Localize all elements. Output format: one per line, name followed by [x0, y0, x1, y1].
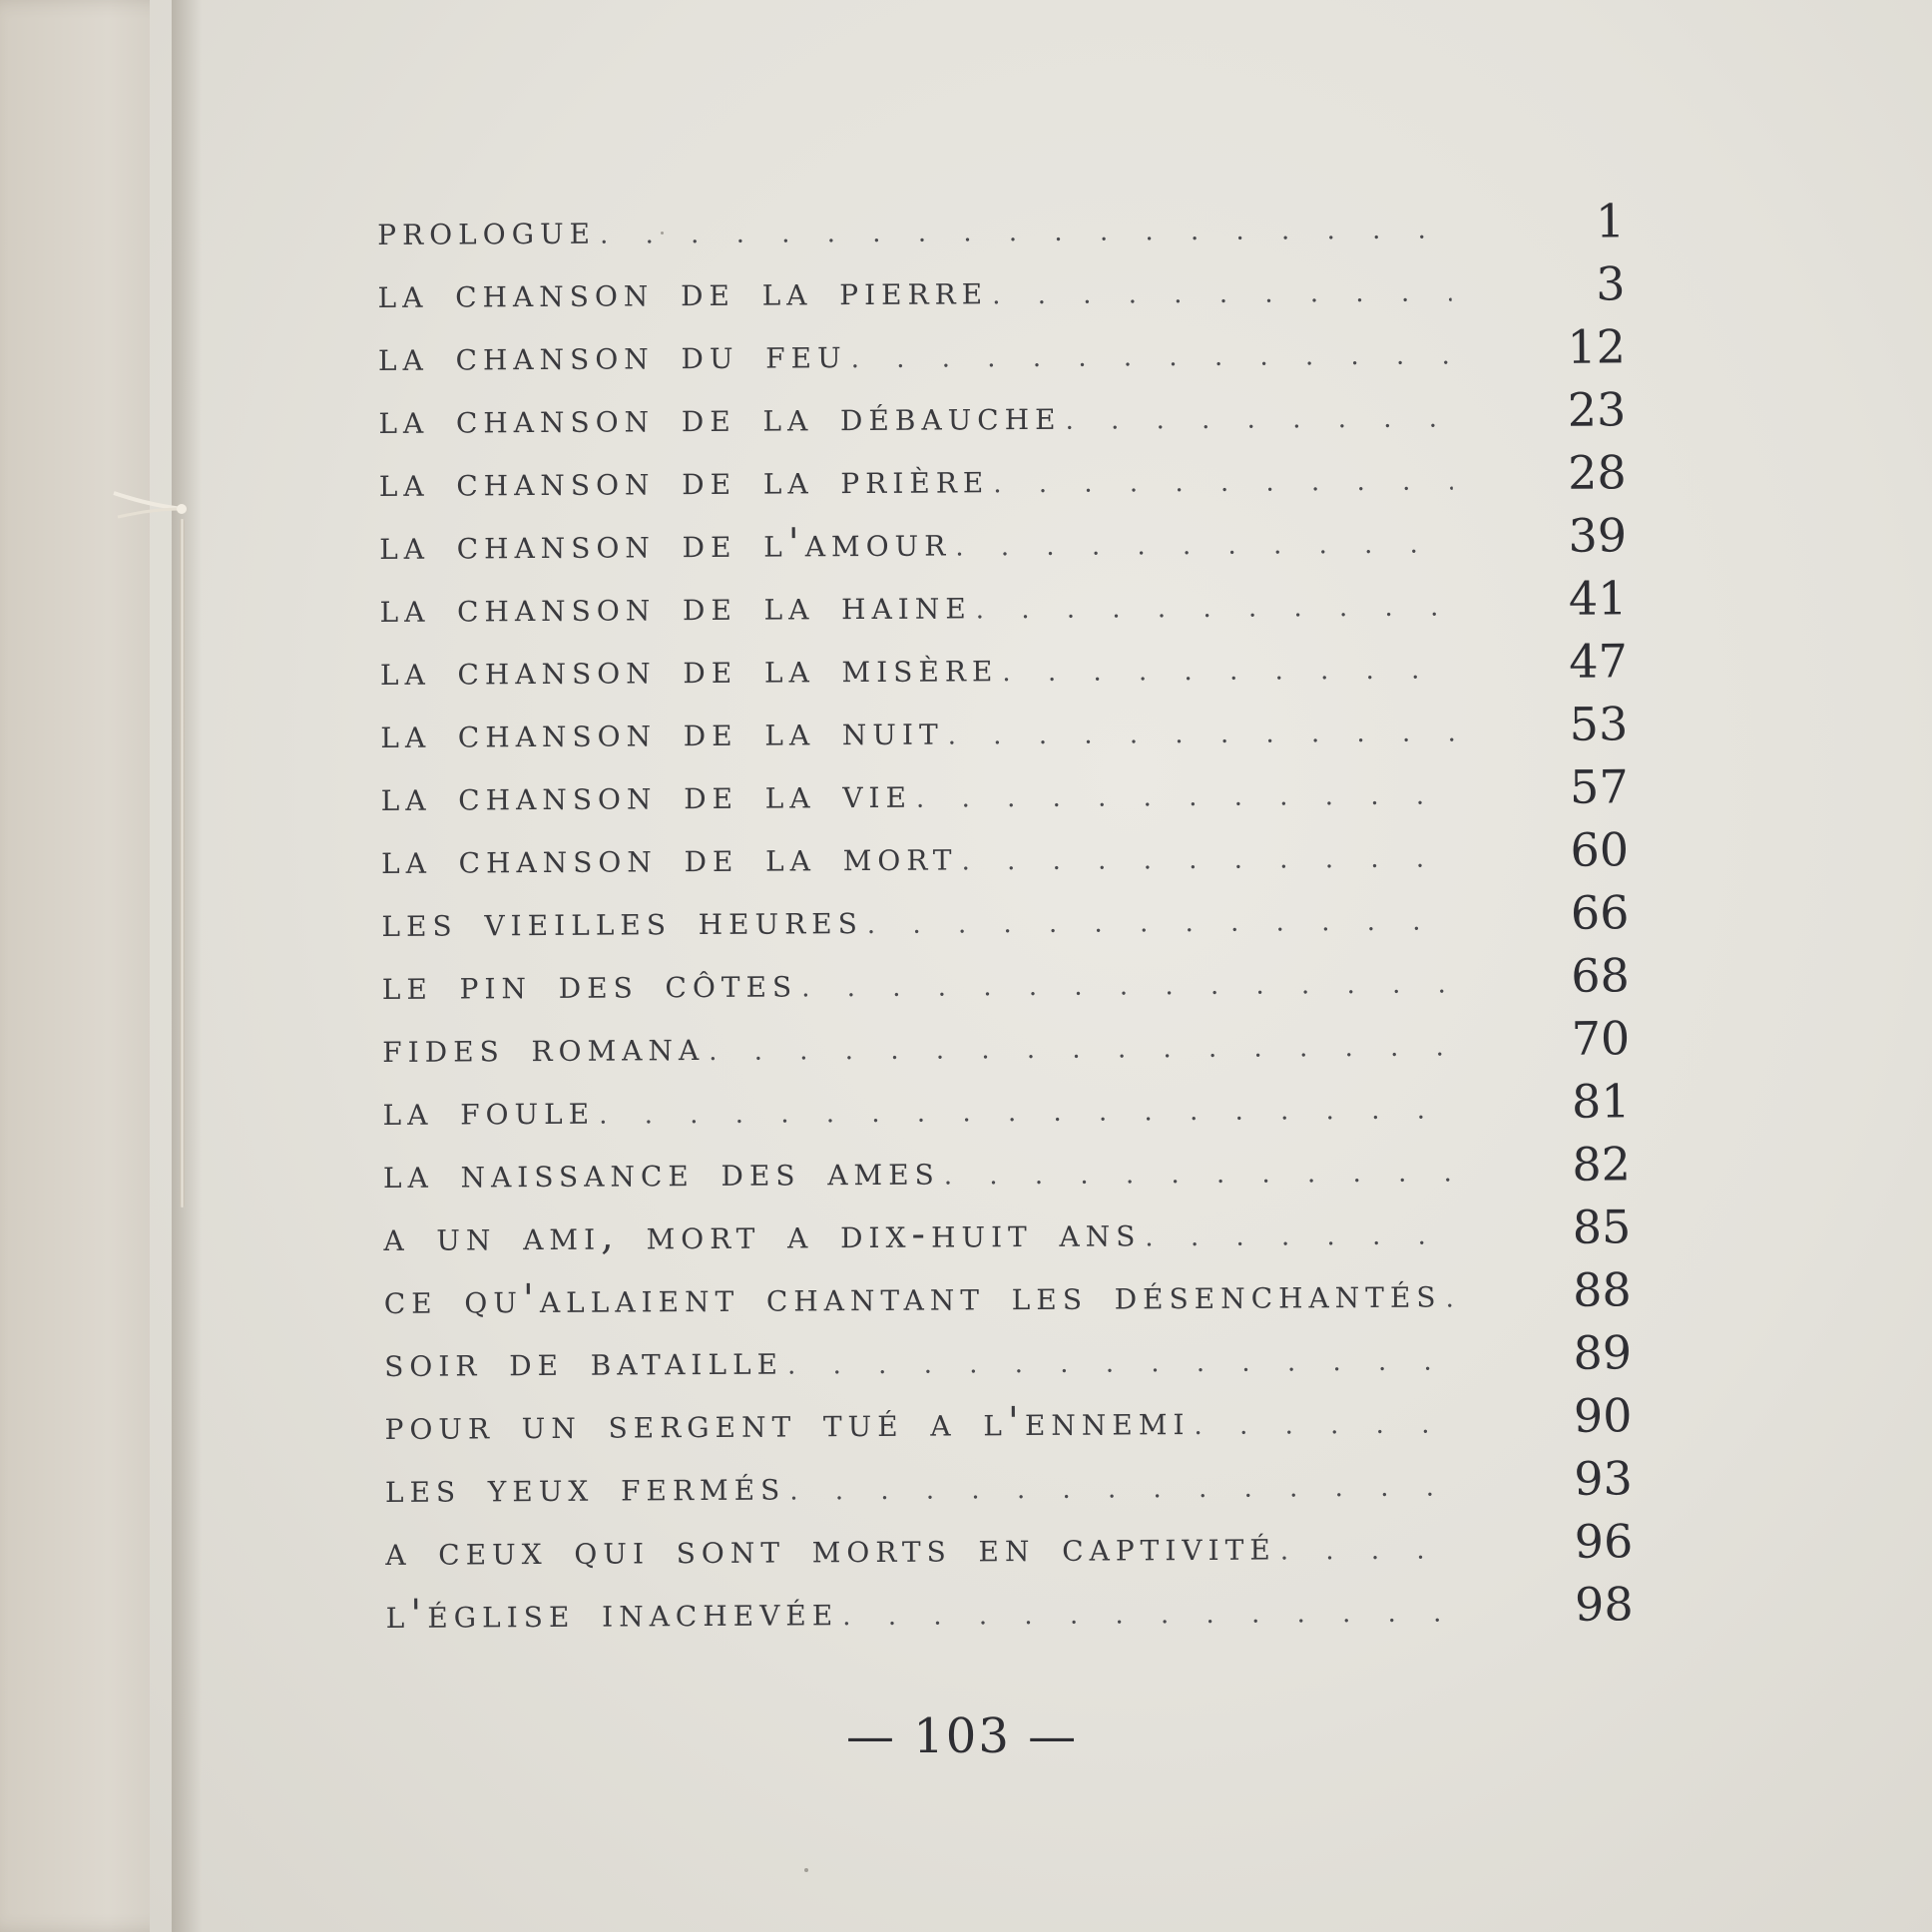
toc-title: a un ami, mort a dix-huit ans	[383, 1209, 1142, 1260]
toc-title: l'église inachevée	[385, 1589, 839, 1638]
toc-title: la chanson de la vie	[380, 770, 913, 820]
toc-page-number: 68	[1571, 948, 1630, 1003]
toc-title: prologue	[377, 207, 597, 254]
toc-page-number: 90	[1573, 1388, 1633, 1443]
gutter-shadow	[172, 0, 202, 1932]
toc-entry	[378, 378, 1626, 449]
toc-entry	[383, 1133, 1631, 1204]
binding-knot	[112, 487, 190, 527]
toc-page-number: 57	[1569, 759, 1629, 814]
toc-page-number: 88	[1572, 1262, 1632, 1317]
toc-title: la chanson de la prière	[378, 456, 990, 506]
toc-page-number: 1	[1595, 194, 1626, 248]
toc-entry	[378, 315, 1626, 386]
toc-title: fides romana	[382, 1024, 706, 1072]
toc-title: la chanson de la pierre	[377, 267, 989, 317]
toc-title: ce qu'allaient chantant les désenchantés	[383, 1270, 1442, 1323]
toc-title: la chanson de la haine	[379, 582, 972, 632]
toc-page-number: 41	[1568, 571, 1628, 626]
toc-title: la naissance des ames	[382, 1148, 940, 1198]
toc-entry	[384, 1258, 1632, 1329]
toc-entry	[381, 818, 1629, 889]
toc-entry	[384, 1384, 1632, 1455]
toc-entry	[385, 1510, 1633, 1581]
toc-page-number: 85	[1572, 1200, 1632, 1254]
toc-entry	[377, 252, 1625, 323]
toc-entry	[379, 567, 1627, 638]
toc-entry	[377, 190, 1625, 260]
toc-entry	[382, 944, 1630, 1015]
toc-page-number: 23	[1567, 382, 1627, 437]
toc-entry	[380, 693, 1628, 763]
toc-title: la chanson de l'amour	[378, 519, 952, 569]
toc-title: les vieilles heures	[381, 897, 863, 946]
toc-title: soir de bataille	[383, 1337, 784, 1386]
toc-page-number: 93	[1574, 1451, 1634, 1506]
toc-page-number: 39	[1568, 508, 1628, 563]
toc-entry	[382, 1070, 1630, 1141]
table-of-contents	[377, 190, 1634, 1644]
toc-entry	[382, 1007, 1630, 1078]
toc-entry	[385, 1447, 1633, 1518]
toc-title: les yeux fermés	[384, 1463, 786, 1512]
toc-page-number: 82	[1572, 1137, 1632, 1192]
toc-title: la chanson de la nuit	[380, 708, 944, 757]
toc-entry	[379, 504, 1627, 575]
toc-page-number: 12	[1567, 319, 1627, 374]
toc-page-number: 3	[1596, 256, 1626, 311]
toc-page-number: 53	[1569, 697, 1629, 751]
toc-page-number: 81	[1571, 1074, 1631, 1129]
toc-title: a ceux qui sont morts en captivité	[385, 1523, 1276, 1575]
toc-page-number: 96	[1574, 1514, 1634, 1569]
toc-page-number: 98	[1574, 1577, 1634, 1632]
toc-title: la chanson du feu	[377, 331, 847, 380]
dot-leader	[842, 1582, 1460, 1649]
toc-title: la chanson de la misère	[379, 645, 999, 695]
binding-thread	[180, 519, 185, 1208]
toc-page-number: 70	[1571, 1011, 1631, 1066]
toc-page-number: 66	[1570, 885, 1630, 940]
dot-leader	[1445, 1267, 1458, 1330]
paper-speck	[804, 1868, 808, 1872]
toc-entry	[380, 755, 1628, 826]
toc-entry	[379, 441, 1627, 512]
toc-entry	[383, 1196, 1631, 1266]
toc-entry	[384, 1321, 1632, 1392]
toc-page-number: 60	[1570, 822, 1630, 877]
toc-page-number: 89	[1573, 1325, 1633, 1380]
toc-entry	[380, 630, 1628, 701]
toc-page-number: 47	[1569, 634, 1629, 689]
toc-title: le pin des côtes	[381, 960, 798, 1009]
toc-title: la foule	[382, 1087, 596, 1135]
toc-title: pour un sergent tué a l'ennemi	[384, 1398, 1191, 1449]
toc-entry	[381, 881, 1629, 952]
page-folio: — 103 —	[846, 1708, 1079, 1764]
toc-page-number: 28	[1567, 445, 1627, 500]
toc-title: la chanson de la mort	[380, 833, 958, 883]
toc-title: la chanson de la débauche	[378, 392, 1062, 443]
toc-entry	[385, 1573, 1633, 1644]
